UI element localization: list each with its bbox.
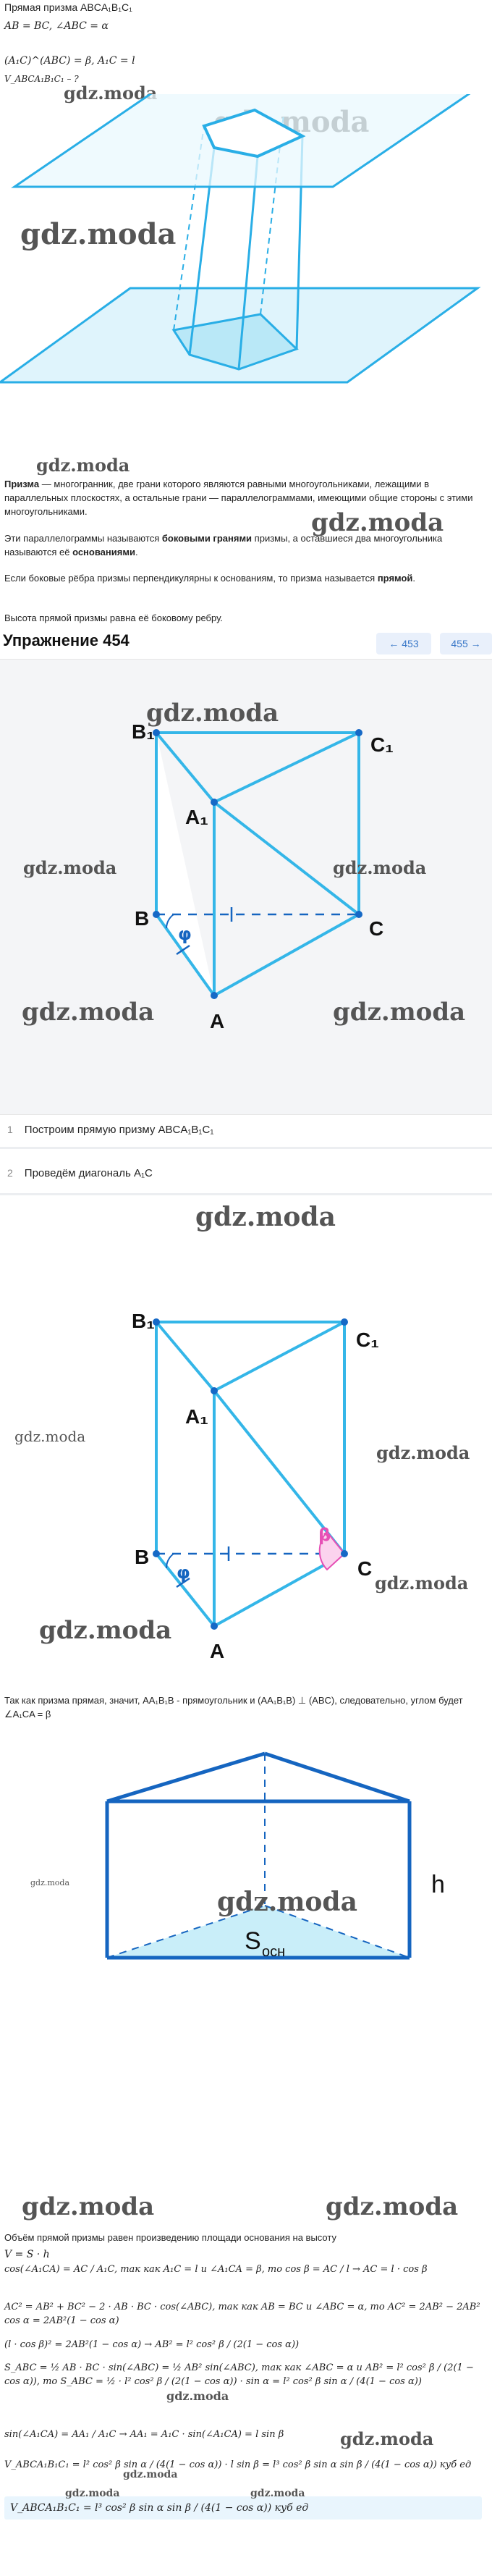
definition-lateral-faces: Эти параллелограммы называются боковыми гранями призмы, а оставшиеся два многоугольника называются её основаниями. bbox=[4, 533, 443, 557]
term-bases: основаниями bbox=[72, 546, 135, 557]
label-c: C bbox=[357, 1557, 373, 1580]
watermark: gdz.moda bbox=[22, 998, 155, 1027]
label-a: A bbox=[210, 1010, 225, 1032]
label-phi: φ bbox=[178, 924, 192, 944]
label-b: B bbox=[135, 907, 150, 930]
watermark: gdz.moda bbox=[20, 217, 177, 251]
watermark: gdz.moda bbox=[30, 1878, 70, 1887]
answer-box: V_ABCA₁B₁C₁ = l³ cos² β sin α sin β / (4(1 − cos α)) куб ед bbox=[4, 2496, 482, 2520]
prism-planes-figure bbox=[0, 94, 492, 471]
solution-volume-rule: Объём прямой призмы равен произведению площади основания на высоту bbox=[4, 2232, 336, 2243]
prev-exercise-button[interactable]: ← 453 bbox=[376, 633, 431, 654]
label-s: S bbox=[245, 1927, 261, 1955]
watermark: gdz.moda bbox=[39, 1616, 172, 1645]
solution-cos-relation: cos(∠A₁CA) = AC / A₁C, так как A₁C = l и ∠A₁CA = β, то cos β = AC / l → AC = l · cos β bbox=[4, 2264, 428, 2275]
watermark: gdz.moda bbox=[217, 1887, 357, 1917]
prism-volume-figure bbox=[0, 1732, 492, 1992]
watermark: gdz.moda bbox=[166, 2389, 229, 2403]
solution-volume-formula: V = S · h bbox=[4, 2249, 50, 2260]
given-volume-question: V_ABCA₁B₁C₁ – ? bbox=[4, 74, 79, 84]
watermark: gdz.moda bbox=[326, 2192, 459, 2221]
next-exercise-button[interactable]: 455 → bbox=[440, 633, 492, 654]
solution-base-area: S_ABC = ½ AB · BC · sin(∠ABC) = ½ AB² sin(∠ABC), так как ∠ABC = α и AB² = l² cos² β / (2(1 − cos α)), то S_ABC = ½ · l² cos² β / (2(1 − cos α)) · sin α = l² cos² β sin α / (4(1 − cos α)) bbox=[4, 2362, 474, 2387]
watermark: gdz.moda bbox=[333, 998, 466, 1027]
label-c: C bbox=[369, 917, 384, 940]
term-prism: Призма bbox=[4, 479, 40, 489]
label-osn: осн bbox=[262, 1944, 286, 1960]
watermark: gdz.moda bbox=[375, 1573, 469, 1594]
solution-volume-result: V_ABCA₁B₁C₁ = l² cos² β sin α / (4(1 − cos α)) · l sin β = l³ cos² β sin α sin β / (4(1 − cos α)) куб ед bbox=[4, 2459, 472, 2470]
exercise-title: Упражнение 454 bbox=[3, 631, 130, 649]
watermark: gdz.moda bbox=[14, 1428, 86, 1445]
label-h: h bbox=[431, 1871, 445, 1898]
watermark: gdz.moda bbox=[340, 2428, 434, 2449]
watermark: gdz.moda bbox=[123, 2469, 178, 2480]
label-phi: φ bbox=[177, 1562, 190, 1583]
label-a: A bbox=[210, 1640, 225, 1662]
watermark: gdz.moda bbox=[376, 1442, 470, 1463]
watermark: gdz.moda bbox=[333, 857, 427, 878]
definition-right-prism: Если боковые рёбра призмы перпендикулярны к основаниям, то призма называется прямой. bbox=[4, 573, 416, 584]
given-diagonal-angle: (A₁C)^(ABC) = β, A₁C = l bbox=[4, 55, 135, 67]
definition-prism: Призма — многогранник, две грани которого являются равными многоугольниками, лежащими в параллельных плоскостях, а остальные грани — параллелограммами, имеющими общие стороны с этими многоугольниками. bbox=[4, 479, 473, 517]
solution-height: sin(∠A₁CA) = AA₁ / A₁C → AA₁ = A₁C · sin(∠A₁CA) = l sin β bbox=[4, 2429, 284, 2440]
label-c1: C₁ bbox=[370, 733, 394, 756]
watermark: gdz.moda bbox=[195, 1202, 336, 1232]
definition-height: Высота прямой призмы равна её боковому ребру. bbox=[4, 613, 223, 623]
watermark: gdz.moda bbox=[64, 83, 158, 104]
step-1: 1 Построим прямую призму ABCA₁B₁C₁ bbox=[7, 1124, 214, 1136]
watermark: gdz.moda bbox=[311, 508, 444, 537]
label-c1: C₁ bbox=[356, 1329, 379, 1351]
label-a1: A₁ bbox=[185, 806, 208, 828]
label-b: B bbox=[135, 1546, 150, 1568]
solution-angle-statement: Так как призма прямая, значит, AA₁B₁B - прямоугольник и (AA₁B₁B) ⊥ (ABC), следовательно, углом будет ∠A₁CA = β bbox=[4, 1695, 463, 1720]
watermark: gdz.moda bbox=[146, 699, 279, 728]
label-a1: A₁ bbox=[185, 1405, 208, 1428]
given-sides-angle: AB = BC, ∠ABC = α bbox=[4, 20, 109, 32]
label-b1: B₁ bbox=[132, 1310, 155, 1332]
solution-ab-squared: (l · cos β)² = 2AB²(1 − cos α) → AB² = l² cos² β / (2(1 − cos α)) bbox=[4, 2339, 300, 2350]
given-prism: Прямая призма ABCA₁B₁C₁ bbox=[4, 1, 132, 13]
watermark: gdz.moda bbox=[23, 857, 117, 878]
label-beta: β bbox=[318, 1525, 331, 1545]
term-lateral-faces: боковыми гранями bbox=[161, 533, 253, 544]
term-right: прямой bbox=[377, 573, 413, 584]
watermark: gdz.moda bbox=[250, 2488, 305, 2499]
solution-cosine-law: AC² = AB² + BC² − 2 · AB · BC · cos(∠ABC), так как AB = BC и ∠ABC = α, то AC² = 2AB² − 2AB² cos α = 2AB²(1 − cos α) bbox=[4, 2302, 480, 2326]
watermark: gdz.moda bbox=[65, 2488, 120, 2499]
step-2: 2 Проведём диагональ A₁C bbox=[7, 1167, 153, 1179]
watermark: gdz.moda bbox=[36, 455, 130, 476]
watermark: gdz.moda bbox=[22, 2192, 155, 2221]
label-b1: B₁ bbox=[132, 720, 155, 743]
